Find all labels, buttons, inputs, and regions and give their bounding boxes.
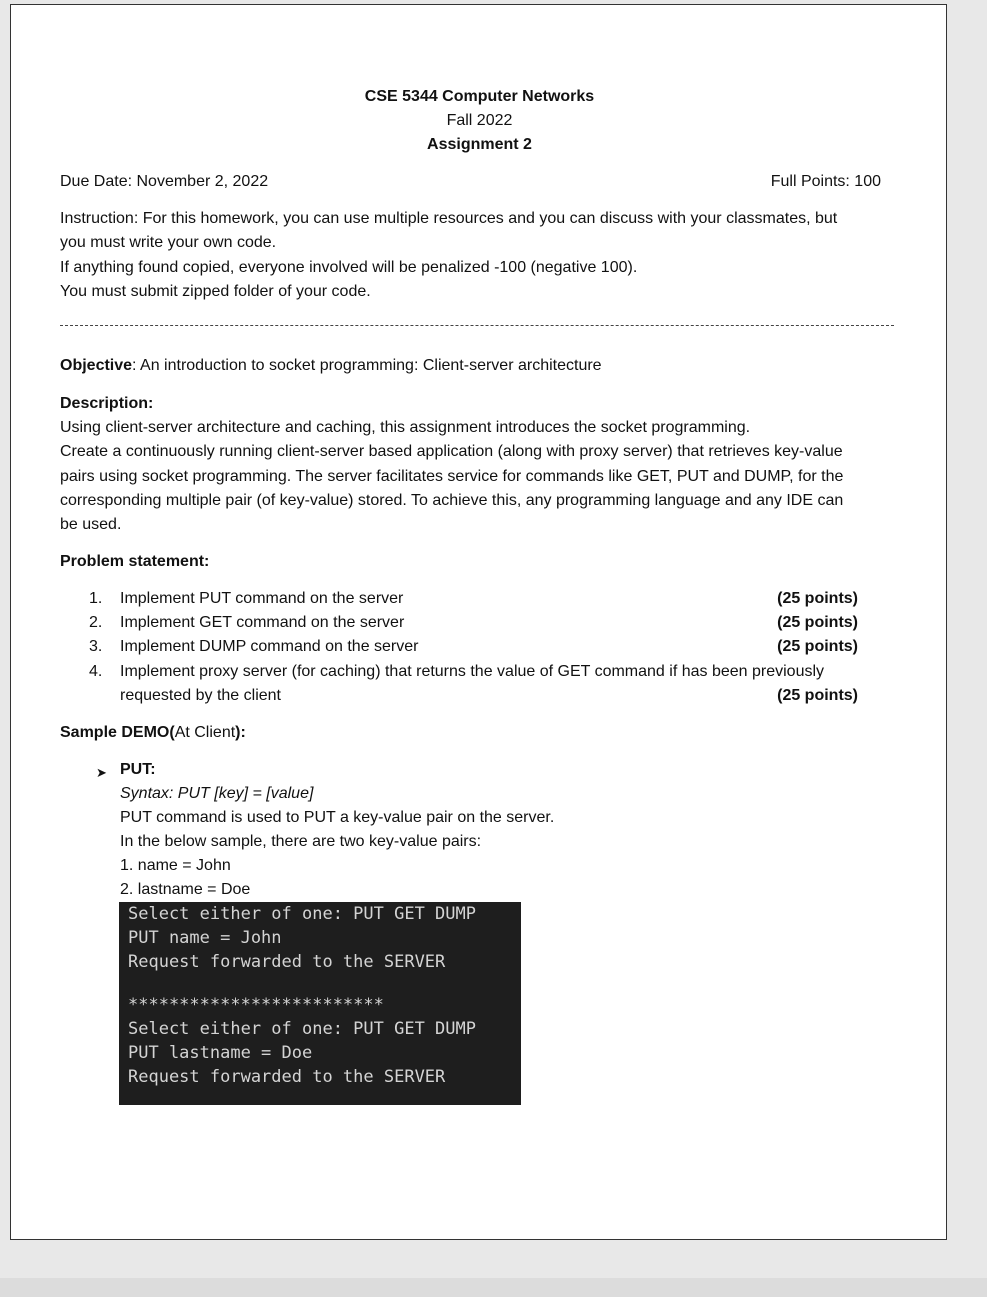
demo-line: In the below sample, there are two key-value pairs: bbox=[120, 833, 482, 850]
terminal-line: ************************* bbox=[128, 994, 384, 1015]
description-line: corresponding multiple pair (of key-value) stored. To achieve this, any programming language and any IDE can bbox=[60, 491, 844, 509]
objective-label: Objective bbox=[60, 357, 133, 374]
list-number: 3. bbox=[89, 638, 103, 655]
terminal-line: Request forwarded to the SERVER bbox=[128, 952, 446, 973]
objective-text: : An introduction to socket programming: Client-server architecture bbox=[132, 357, 602, 374]
description-heading: Description: bbox=[60, 395, 154, 412]
points-badge: (25 points) bbox=[777, 614, 858, 631]
dashed-divider bbox=[60, 325, 894, 326]
objective bbox=[60, 354, 602, 378]
terminal-screenshot bbox=[119, 902, 521, 1105]
course-title: CSE 5344 Computer Networks bbox=[364, 88, 595, 105]
instruction-line: you must write your own code. bbox=[60, 234, 277, 252]
points-badge: (25 points) bbox=[777, 590, 858, 607]
problem-heading: Problem statement: bbox=[60, 553, 210, 570]
points-badge: (25 points) bbox=[777, 687, 858, 704]
arrowhead-bullet-icon: ➤ bbox=[96, 765, 107, 780]
instruction-line: If anything found copied, everyone involved will be penalized -100 (negative 100). bbox=[60, 258, 638, 276]
description-line: Create a continuously running client-server based application (along with proxy server) that retrieves key-value bbox=[60, 443, 843, 461]
demo-heading-end: ): bbox=[235, 724, 246, 741]
terminal-line: PUT name = John bbox=[128, 928, 282, 949]
instruction-line: You must submit zipped folder of your code. bbox=[60, 282, 371, 300]
description-line: pairs using socket programming. The server facilitates service for commands like GET, PUT and DUMP, for the bbox=[60, 467, 844, 485]
list-number: 2. bbox=[89, 614, 103, 631]
points-badge: (25 points) bbox=[777, 638, 858, 655]
terminal-line: Select either of one: PUT GET DUMP bbox=[128, 1018, 476, 1039]
full-points: Full Points: 100 bbox=[770, 173, 881, 190]
put-syntax: Syntax: PUT [key] = [value] bbox=[120, 785, 314, 802]
demo-line: 1. name = John bbox=[120, 857, 231, 874]
list-item: Implement proxy server (for caching) that returns the value of GET command if has been previously bbox=[120, 663, 825, 680]
demo-heading bbox=[60, 721, 246, 745]
list-item: Implement DUMP command on the server bbox=[120, 638, 419, 655]
instruction-line: Instruction: For this homework, you can use multiple resources and you can discuss with your classmates, but bbox=[60, 210, 838, 227]
viewer-bottom-bar bbox=[0, 1278, 987, 1297]
demo-line: 2. lastname = Doe bbox=[120, 881, 251, 898]
term-label: Fall 2022 bbox=[446, 112, 513, 129]
terminal-blank-line bbox=[128, 975, 521, 993]
put-label: PUT: bbox=[120, 761, 156, 778]
description-line: Using client-server architecture and caching, this assignment introduces the socket programming. bbox=[60, 419, 751, 436]
due-date: Due Date: November 2, 2022 bbox=[60, 173, 269, 190]
document-page bbox=[10, 4, 947, 1240]
list-item: Implement PUT command on the server bbox=[120, 590, 404, 607]
list-item: Implement GET command on the server bbox=[120, 614, 405, 631]
terminal-line: Request forwarded to the SERVER bbox=[128, 1067, 446, 1088]
terminal-line: Select either of one: PUT GET DUMP bbox=[128, 904, 476, 924]
demo-line: PUT command is used to PUT a key-value pair on the server. bbox=[120, 809, 555, 826]
assignment-title: Assignment 2 bbox=[427, 136, 532, 153]
terminal-line: PUT lastname = Doe bbox=[128, 1043, 313, 1064]
list-number: 4. bbox=[89, 663, 103, 680]
description-line: be used. bbox=[60, 516, 122, 534]
instructions bbox=[60, 207, 900, 304]
demo-heading-bold: Sample DEMO( bbox=[60, 724, 175, 741]
description-body bbox=[60, 416, 900, 537]
list-number: 1. bbox=[89, 590, 103, 607]
list-item-continuation: requested by the client bbox=[120, 687, 281, 704]
demo-heading-normal: At Client bbox=[174, 724, 236, 741]
